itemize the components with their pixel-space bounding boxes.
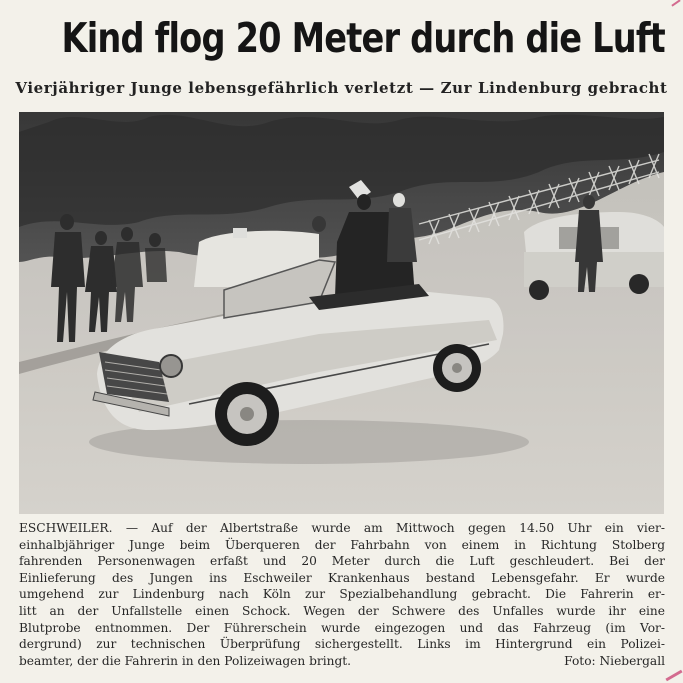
headline: Kind flog 20 Meter durch die Luft <box>61 14 665 62</box>
body-line: Einlieferung des Jungen ins Eschweiler Krankenhaus bestand Lebensgefahr. Er wurde <box>19 570 665 585</box>
corner-mark-top <box>671 0 680 7</box>
body-line: Blutprobe entnommen. Der Führerschein wurde eingezogen und das Fahrzeug (im Vor- <box>19 620 665 635</box>
body-line: einhalbjähriger Junge beim Überqueren der Fahrbahn von einem in Richtung Stolberg <box>19 537 665 552</box>
body-line: dergrund) zur technischen Überprüfung sichergestellt. Links im Hintergrund ein Polizei- <box>19 637 665 652</box>
body-line: ESCHWEILER. — Auf der Albertstraße wurde am Mittwoch gegen 14.50 Uhr ein vier- <box>19 521 665 535</box>
body-line: litt an der Unfallstelle einen Schock. Wegen der Schwere des Unfalles wurde ihr eine <box>19 603 665 618</box>
body-line: fahrenden Personenwagen erfaßt und 20 Meter durch die Luft geschleudert. Bei der <box>19 554 665 569</box>
accident-photo <box>19 112 664 514</box>
corner-mark <box>665 670 682 682</box>
body-line: umgehend zur Lindenburg nach Köln zur Spezialbehandlung gebracht. Die Fahrerin er- <box>19 587 665 602</box>
article-body <box>19 520 665 669</box>
photo-credit: Foto: Niebergall <box>564 653 665 668</box>
body-line: beamter, der die Fahrerin in den Polizeiwagen bringt. <box>19 653 352 668</box>
body-line-last <box>19 653 665 670</box>
subheadline: Vierjähriger Junge lebensgefährlich verletzt — Zur Lindenburg gebracht <box>15 79 668 97</box>
